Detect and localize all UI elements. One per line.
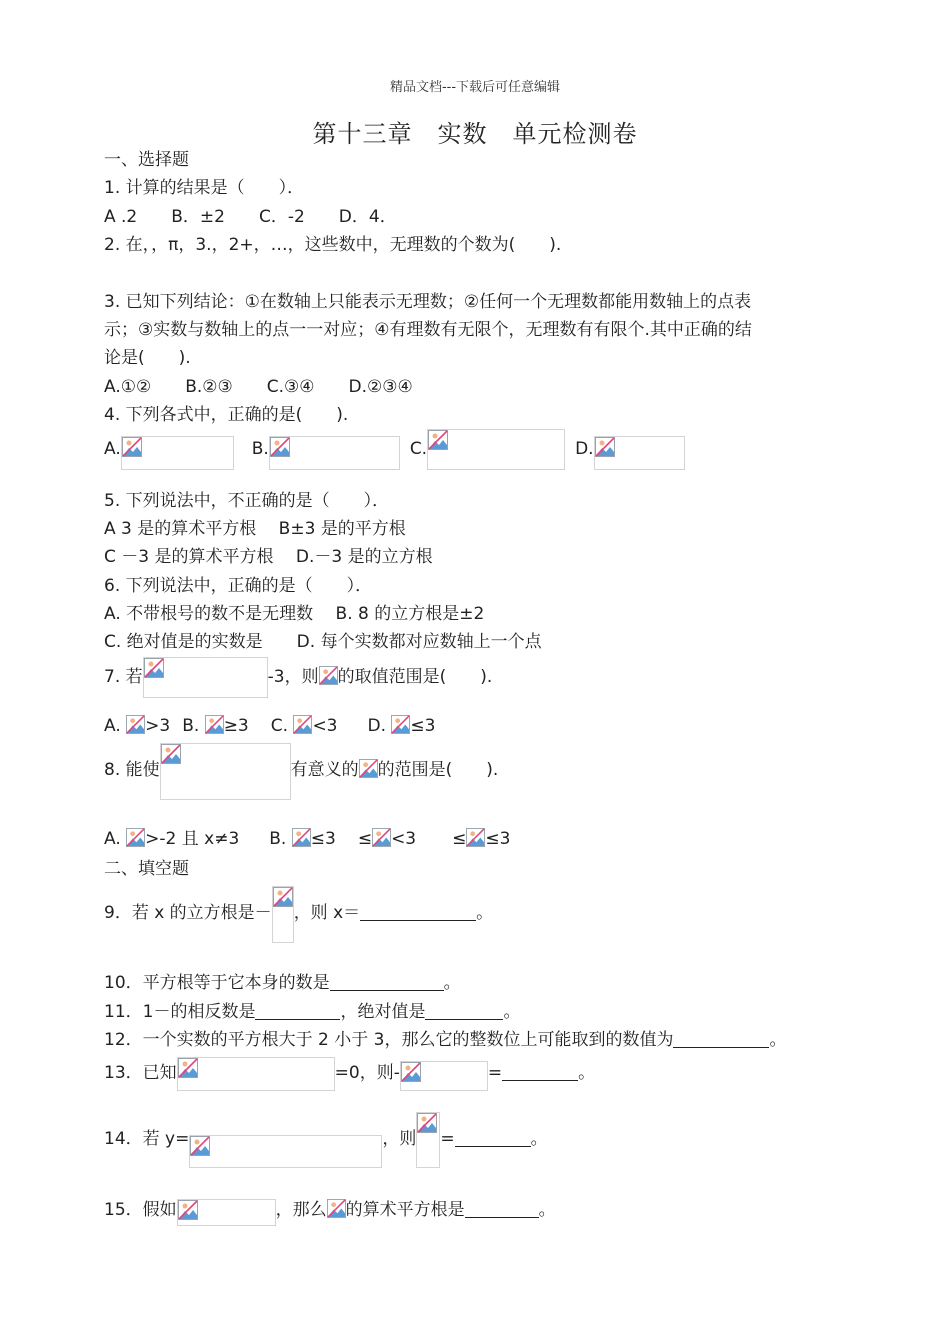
formula-image: [177, 1199, 276, 1226]
image-placeholder-icon: [178, 1200, 198, 1220]
image-placeholder-icon: [144, 658, 164, 678]
q6-options-line2: C. 绝对值是的实数是 D. 每个实数都对应数轴上一个点: [104, 632, 542, 652]
q3-line2: 示；③实数与数轴上的点一一对应；④有理数有无限个，无理数有有限个.其中正确的结: [104, 320, 752, 340]
formula-image: [416, 1112, 440, 1168]
q13-line: [104, 1055, 595, 1091]
q13-post: 。: [578, 1063, 596, 1083]
image-placeholder-icon: [391, 715, 410, 734]
q8-b: B.: [269, 829, 287, 849]
q4-option-a-label: A.: [104, 439, 121, 459]
image-placeholder-icon: [126, 828, 145, 847]
q8-d2: ≤3: [485, 829, 511, 849]
q14-line: [104, 1110, 548, 1168]
image-placeholder-icon: [178, 1058, 198, 1078]
q2-text: 2. 在，，π，3.，2+，…，这些数中，无理数的个数为( ).: [104, 235, 562, 255]
q3-options: A.①② B.②③ C.③④ D.②③④: [104, 377, 413, 397]
q3-line3: 论是( ).: [104, 348, 191, 368]
formula-image: [177, 1057, 335, 1091]
q11-post: 。: [503, 1002, 521, 1022]
q8-pre: 8. 能使: [104, 760, 160, 780]
q7-stem: [104, 656, 492, 698]
q7-b: B.: [182, 716, 200, 736]
answer-blank[interactable]: [455, 1128, 531, 1147]
q13-mid2: =: [487, 1063, 503, 1083]
q15-line: [104, 1194, 556, 1226]
q5-options-line2: C －3 是的算术平方根 D.－3 是的立方根: [104, 547, 433, 567]
q14-pre: 14．若 y=: [104, 1129, 190, 1149]
answer-blank[interactable]: [330, 972, 444, 991]
q7-pre: 7. 若: [104, 667, 143, 687]
answer-blank[interactable]: [465, 1199, 539, 1218]
q12-line: [104, 1028, 786, 1052]
answer-blank[interactable]: [673, 1029, 769, 1048]
q13-pre: 13．已知: [104, 1063, 177, 1083]
q7-b2: ≥3: [223, 716, 249, 736]
q12-post: 。: [769, 1030, 787, 1050]
q14-post: 。: [530, 1129, 548, 1149]
q10-line: [104, 971, 461, 995]
formula-image: [400, 1061, 488, 1091]
q8-c1: ≤: [357, 829, 373, 849]
section-choice-heading: 一、选择题: [104, 150, 189, 170]
image-placeholder-icon: [205, 715, 224, 734]
image-placeholder-icon: [292, 828, 311, 847]
image-placeholder-icon: [417, 1113, 437, 1133]
q8-b2: ≤3: [310, 829, 336, 849]
q4-options: [104, 428, 685, 472]
q5-options-line1: A 3 是的算术平方根 B±3 是的平方根: [104, 519, 406, 539]
image-placeholder-icon: [190, 1136, 210, 1156]
q7-a2: >3: [145, 716, 171, 736]
q5-text: 5. 下列说法中，不正确的是（ ）．: [104, 491, 390, 511]
image-placeholder-icon: [428, 430, 448, 450]
q14-mid: ，则: [382, 1129, 417, 1149]
image-placeholder-icon: [327, 1199, 346, 1218]
q4-option-c-label: C.: [409, 439, 428, 459]
q15-mid: ，那么: [275, 1200, 327, 1220]
q11-pre: 11．1－的相反数是: [104, 1002, 256, 1022]
q15-post: 的算术平方根是: [345, 1200, 465, 1220]
section-fill-heading: 二、填空题: [104, 859, 189, 879]
q11-mid: ，绝对值是: [340, 1002, 426, 1022]
image-placeholder-icon: [401, 1062, 421, 1082]
q7-options: [104, 714, 435, 738]
image-placeholder-icon: [161, 744, 181, 764]
q8-a2: >-2 且 x≠3: [145, 829, 240, 849]
q9-line: [104, 883, 493, 943]
q4-option-b-label: B.: [251, 439, 269, 459]
q7-mid: -3，则: [267, 667, 319, 687]
q1-text: 1. 计算的结果是（ ）．: [104, 178, 305, 198]
formula-image: [160, 743, 291, 800]
image-placeholder-icon: [126, 715, 145, 734]
q6-text: 6. 下列说法中，正确的是（ ）．: [104, 576, 373, 596]
formula-image: [189, 1135, 382, 1168]
q8-options: [104, 827, 510, 851]
answer-blank[interactable]: [360, 902, 476, 921]
q7-c: C.: [270, 716, 289, 736]
q4-text: 4. 下列各式中，正确的是( ).: [104, 405, 349, 425]
q8-a: A.: [104, 829, 121, 849]
image-placeholder-icon: [122, 437, 142, 457]
q7-a: A.: [104, 716, 121, 736]
q4-option-d-label: D.: [575, 439, 594, 459]
image-placeholder-icon: [372, 828, 391, 847]
formula-image: [427, 429, 565, 470]
image-placeholder-icon: [270, 437, 290, 457]
image-placeholder-icon: [595, 437, 615, 457]
q11-line: [104, 1000, 520, 1024]
image-placeholder-icon: [273, 887, 293, 907]
page-header: 精品文档---下载后可任意编辑: [389, 80, 561, 95]
q7-d2: ≤3: [410, 716, 436, 736]
q9-post: 。: [476, 903, 494, 923]
q6-options-line1: A. 不带根号的数不是无理数 B. 8 的立方根是±2: [104, 604, 485, 624]
answer-blank[interactable]: [425, 1001, 503, 1020]
q10-post: 。: [443, 973, 461, 993]
image-placeholder-icon: [359, 759, 378, 778]
q7-d: D.: [367, 716, 386, 736]
formula-image: [269, 436, 400, 470]
page-title: 第十三章 实数 单元检测卷: [312, 120, 638, 148]
q9-mid: ，则 x＝: [293, 903, 361, 923]
q15-end: 。: [538, 1200, 556, 1220]
image-placeholder-icon: [293, 715, 312, 734]
q1-options: A .2 B．±2 C．-2 D．4．: [104, 207, 397, 227]
q14-mid2: =: [440, 1129, 455, 1149]
formula-image: [121, 436, 234, 470]
image-placeholder-icon: [466, 828, 485, 847]
q15-pre: 15．假如: [104, 1200, 177, 1220]
q13-mid: =0，则-: [334, 1063, 400, 1083]
q8-d1: ≤: [452, 829, 467, 849]
formula-image: [594, 436, 685, 470]
q12-pre: 12．一个实数的平方根大于 2 小于 3，那么它的整数位上可能取到的数值为: [104, 1030, 674, 1050]
formula-image: [272, 886, 294, 943]
q8-post: 的范围是( ).: [377, 760, 499, 780]
answer-blank[interactable]: [502, 1062, 578, 1081]
q3-line1: 3. 已知下列结论：①在数轴上只能表示无理数；②任何一个无理数都能用数轴上的点表: [104, 292, 752, 312]
q8-stem: [104, 740, 498, 800]
image-placeholder-icon: [319, 666, 338, 685]
q10-pre: 10．平方根等于它本身的数是: [104, 973, 330, 993]
q9-pre: 9．若 x 的立方根是－: [104, 903, 272, 923]
q8-mid: 有意义的: [290, 760, 359, 780]
formula-image: [143, 657, 268, 698]
q7-c2: <3: [312, 716, 338, 736]
q8-c2: <3: [391, 829, 417, 849]
q7-post: 的取值范围是( ).: [337, 667, 493, 687]
answer-blank[interactable]: [255, 1001, 340, 1020]
